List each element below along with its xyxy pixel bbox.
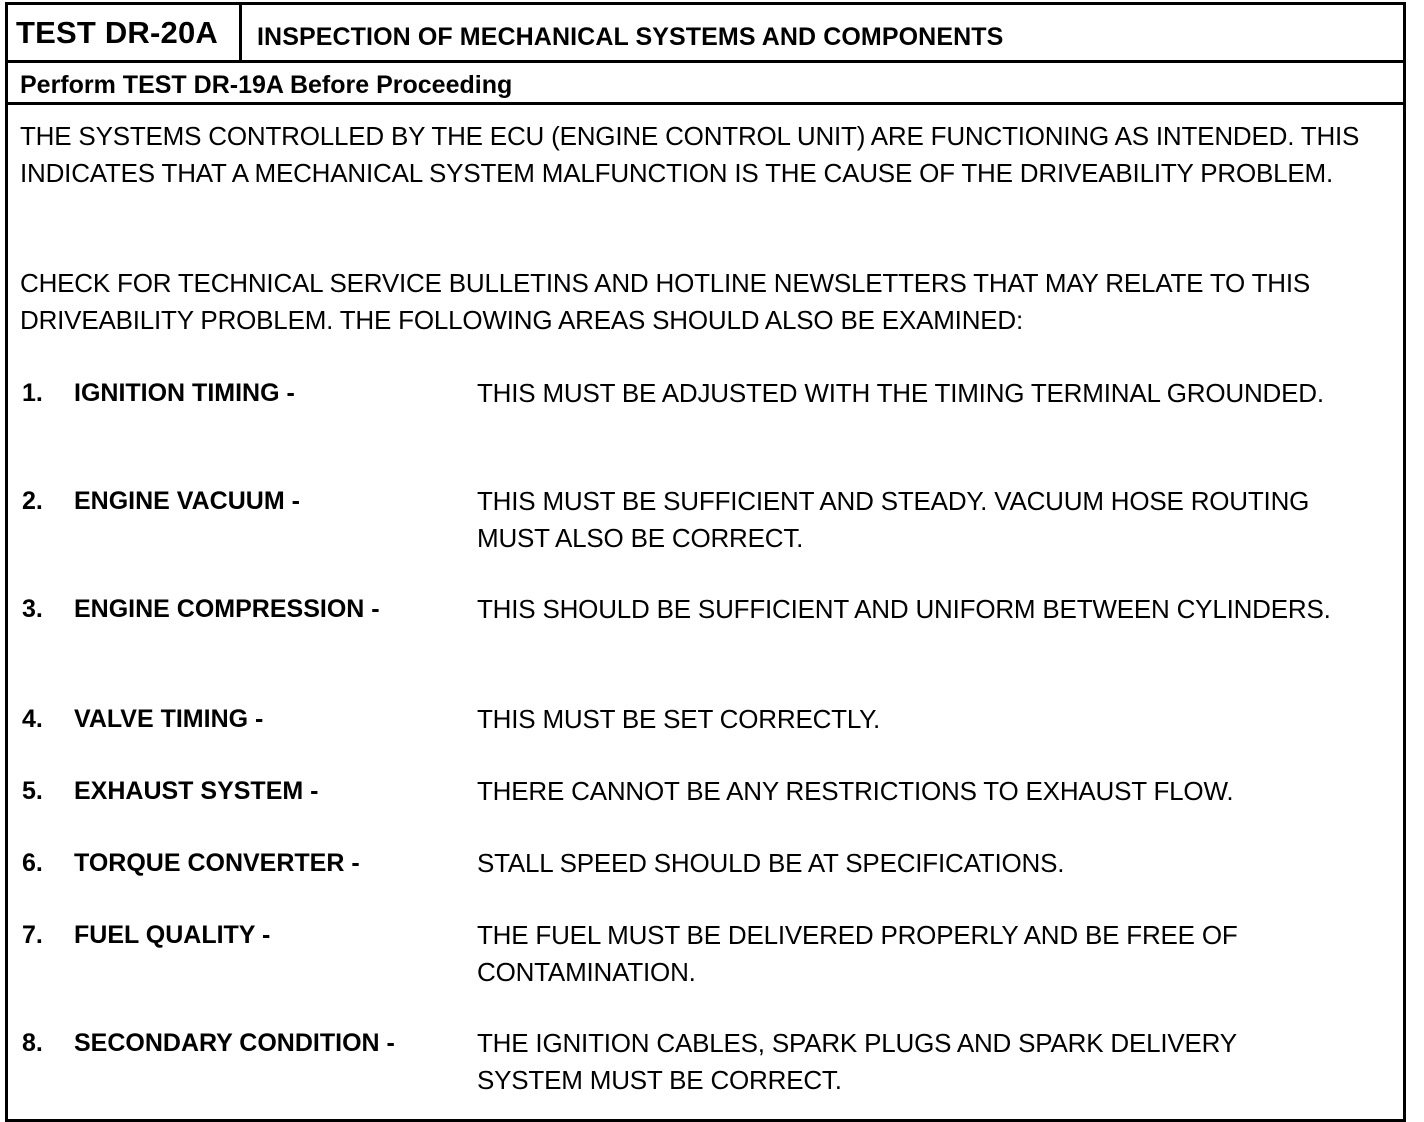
item-label: IGNITION TIMING - [74,379,295,407]
item-label: ENGINE VACUUM - [74,487,300,515]
document-frame [5,2,1406,1122]
test-title: INSPECTION OF MECHANICAL SYSTEMS AND COMPONENTS [257,23,1004,51]
header-row [8,5,1403,63]
item-description: STALL SPEED SHOULD BE AT SPECIFICATIONS. [477,848,1065,878]
item-number: 6. [22,849,43,877]
item-description: THE FUEL MUST BE DELIVERED PROPERLY AND BE FREE OF CONTAMINATION. [477,920,1238,987]
prerequisite-row [8,63,1403,105]
intro-paragraph: THE SYSTEMS CONTROLLED BY THE ECU (ENGINE CONTROL UNIT) ARE FUNCTIONING AS INTENDED. THIS INDICATES THAT A MECHANICAL SYSTEM MALFUNCTION IS THE CAUSE OF THE DRIVEABILITY PROBLEM. [20,121,1360,188]
item-label: SECONDARY CONDITION - [74,1029,395,1057]
item-number: 7. [22,921,43,949]
item-label: FUEL QUALITY - [74,921,271,949]
item-description: THIS MUST BE SUFFICIENT AND STEADY. VACUUM HOSE ROUTING MUST ALSO BE CORRECT. [477,486,1310,553]
item-description: THIS SHOULD BE SUFFICIENT AND UNIFORM BETWEEN CYLINDERS. [477,594,1331,624]
item-label: VALVE TIMING - [74,705,264,733]
item-label: ENGINE COMPRESSION - [74,595,380,623]
item-description: THERE CANNOT BE ANY RESTRICTIONS TO EXHAUST FLOW. [477,776,1234,806]
item-description: THIS MUST BE ADJUSTED WITH THE TIMING TERMINAL GROUNDED. [477,378,1324,408]
item-description: THIS MUST BE SET CORRECTLY. [477,704,880,734]
item-number: 1. [22,379,43,407]
instruction-paragraph: CHECK FOR TECHNICAL SERVICE BULLETINS AND HOTLINE NEWSLETTERS THAT MAY RELATE TO THIS DRIVEABILITY PROBLEM. THE FOLLOWING AREAS SHOULD ALSO BE EXAMINED: [20,268,1311,335]
item-number: 2. [22,487,43,515]
item-number: 5. [22,777,43,805]
item-label: TORQUE CONVERTER - [74,849,360,877]
item-number: 4. [22,705,43,733]
item-description: THE IGNITION CABLES, SPARK PLUGS AND SPARK DELIVERY SYSTEM MUST BE CORRECT. [477,1028,1237,1095]
item-label: EXHAUST SYSTEM - [74,777,319,805]
test-id: TEST DR-20A [8,5,242,60]
item-number: 8. [22,1029,43,1057]
item-number: 3. [22,595,43,623]
prerequisite-text: Perform TEST DR-19A Before Proceeding [20,71,513,99]
